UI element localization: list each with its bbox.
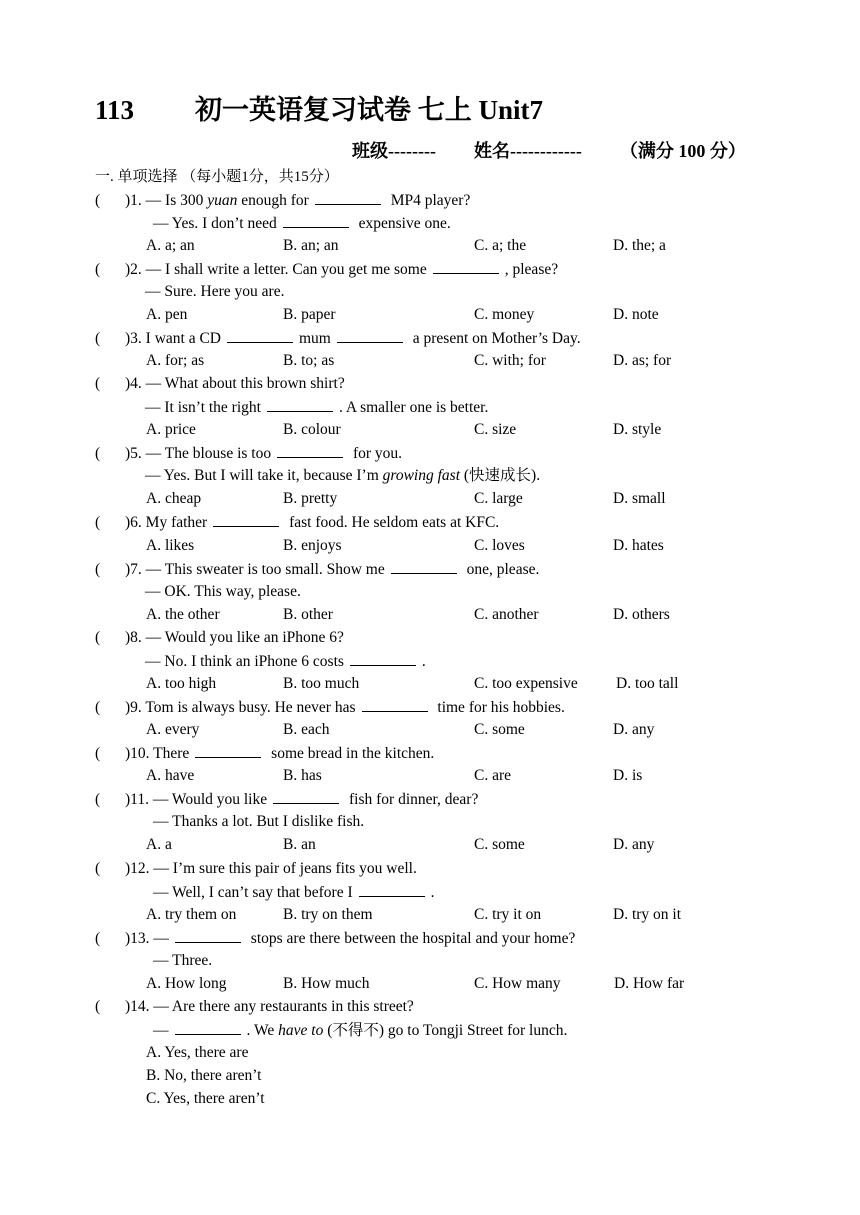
page-title	[95, 88, 543, 127]
option: C. large	[474, 490, 523, 507]
answer-line: — . We have to (不得不) go to Tongji Street for lunch.	[153, 1022, 568, 1039]
answer-blank	[350, 651, 416, 666]
option: B. paper	[283, 306, 336, 323]
question-line: ( )9. Tom is always busy. He never has time for his hobbies.	[95, 699, 565, 716]
option: A. likes	[146, 537, 195, 554]
option: B. each	[283, 721, 330, 738]
class-label: 班级--------	[352, 141, 436, 161]
answer-line: — Three.	[153, 952, 213, 969]
option: C. a; the	[474, 237, 527, 254]
option: A. cheap	[146, 490, 202, 507]
option: A. pen	[146, 306, 188, 323]
option: B. No, there aren’t	[146, 1067, 262, 1084]
question-line: ( )14. — Are there any restaurants in this street?	[95, 998, 414, 1015]
answer-blank	[267, 397, 333, 412]
option: D. note	[613, 306, 659, 323]
option: B. enjoys	[283, 537, 342, 554]
option: D. any	[613, 721, 655, 738]
answer-line: — Thanks a lot. But I dislike fish.	[153, 813, 365, 830]
answer-blank	[227, 328, 293, 343]
answer-line: — Yes. But I will take it, because I’m growing fast (快速成长).	[145, 467, 541, 484]
option: A. the other	[146, 606, 220, 623]
question-line: ( )4. — What about this brown shirt?	[95, 375, 345, 392]
name-label: 姓名------------	[473, 141, 582, 161]
option: C. size	[474, 421, 517, 438]
option: D. others	[613, 606, 670, 623]
option: A. for; as	[146, 352, 205, 369]
answer-blank	[175, 1020, 241, 1035]
answer-line: — Well, I can’t say that before I .	[153, 884, 435, 901]
option: A. a; an	[146, 237, 195, 254]
option: C. some	[474, 836, 525, 853]
score-label: （满分 100 分）	[619, 141, 746, 161]
option: A. too high	[146, 675, 217, 692]
question-line: ( )2. — I shall write a letter. Can you get me some , please?	[95, 261, 559, 278]
option: B. to; as	[283, 352, 335, 369]
option: A. a	[146, 836, 172, 853]
option: D. small	[613, 490, 666, 507]
option: B. an; an	[283, 237, 339, 254]
option: C. are	[474, 767, 512, 784]
option: C. with; for	[474, 352, 546, 369]
question-line: ( )12. — I’m sure this pair of jeans fits you well.	[95, 860, 417, 877]
student-info-line	[352, 137, 746, 163]
answer-blank	[337, 328, 403, 343]
option: B. pretty	[283, 490, 338, 507]
option: A. have	[146, 767, 195, 784]
paper-title: 初一英语复习试卷 七上 Unit7	[195, 95, 544, 125]
option: C. some	[474, 721, 525, 738]
question-line: ( )5. — The blouse is too for you.	[95, 445, 403, 462]
question-line: ( )3. I want a CD mum a present on Mother’s Day.	[95, 330, 581, 347]
option: D. is	[613, 767, 643, 784]
answer-line: — No. I think an iPhone 6 costs .	[145, 653, 426, 670]
question-line: ( )1. — Is 300 yuan enough for MP4 player?	[95, 192, 471, 209]
option: A. How long	[146, 975, 227, 992]
option: D. too tall	[616, 675, 679, 692]
option: C. loves	[474, 537, 525, 554]
answer-line: — OK. This way, please.	[145, 583, 301, 600]
question-line: ( )7. — This sweater is too small. Show me one, please.	[95, 561, 540, 578]
option: C. try it on	[474, 906, 542, 923]
option: B. too much	[283, 675, 360, 692]
paper-number: 113	[95, 95, 135, 125]
answer-blank	[213, 512, 279, 527]
answer-line: — It isn’t the right . A smaller one is better.	[145, 399, 489, 416]
option: B. other	[283, 606, 333, 623]
option: D. style	[613, 421, 662, 438]
option: B. an	[283, 836, 316, 853]
option: C. another	[474, 606, 539, 623]
option: A. price	[146, 421, 196, 438]
option: D. as; for	[613, 352, 672, 369]
option: A. try them on	[146, 906, 237, 923]
section-heading: 一. 单项选择 （每小题1分，共15分）	[95, 169, 339, 185]
question-line: ( )11. — Would you like fish for dinner, dear?	[95, 791, 479, 808]
option: D. hates	[613, 537, 664, 554]
answer-blank	[283, 213, 349, 228]
answer-blank	[391, 559, 457, 574]
answer-blank	[362, 697, 428, 712]
answer-blank	[315, 190, 381, 205]
option: A. every	[146, 721, 200, 738]
answer-line: — Sure. Here you are.	[145, 283, 285, 300]
answer-blank	[195, 743, 261, 758]
answer-blank	[277, 443, 343, 458]
question-line: ( )8. — Would you like an iPhone 6?	[95, 629, 344, 646]
option: D. try on it	[613, 906, 682, 923]
option: D. the; a	[613, 237, 666, 254]
question-line: ( )10. There some bread in the kitchen.	[95, 745, 435, 762]
answer-blank	[433, 259, 499, 274]
answer-blank	[273, 789, 339, 804]
option: C. Yes, there aren’t	[146, 1090, 265, 1107]
option: A. Yes, there are	[146, 1044, 249, 1061]
answer-blank	[175, 928, 241, 943]
option: C. too expensive	[474, 675, 578, 692]
answer-blank	[359, 882, 425, 897]
option: D. How far	[614, 975, 685, 992]
option: B. How much	[283, 975, 370, 992]
question-line: ( )13. — stops are there between the hospital and your home?	[95, 930, 576, 947]
option: B. colour	[283, 421, 341, 438]
question-line: ( )6. My father fast food. He seldom eats at KFC.	[95, 514, 500, 531]
option: C. How many	[474, 975, 561, 992]
option: D. any	[613, 836, 655, 853]
answer-line: — Yes. I don’t need expensive one.	[153, 215, 451, 232]
option: B. has	[283, 767, 322, 784]
option: C. money	[474, 306, 535, 323]
option: B. try on them	[283, 906, 373, 923]
